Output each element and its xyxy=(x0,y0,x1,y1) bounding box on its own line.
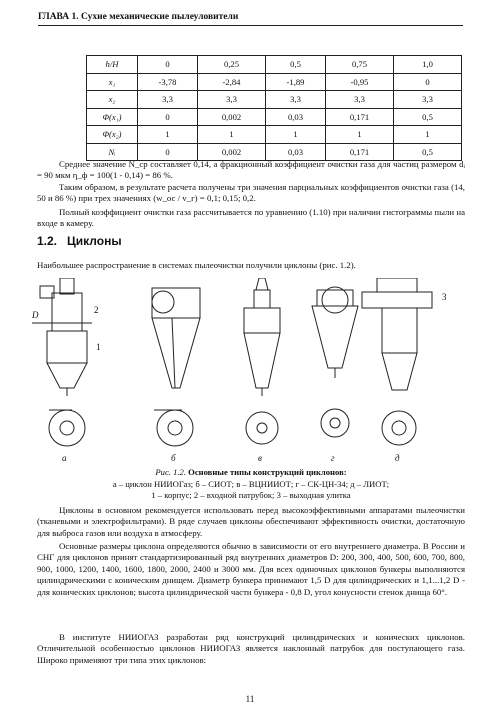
table-cell: 3,3 xyxy=(198,91,266,109)
table-row xyxy=(87,73,462,91)
table-cell: 0,171 xyxy=(326,143,394,161)
part-number: 1 xyxy=(96,342,101,352)
table-cell: 1 xyxy=(394,126,462,144)
table-cell: 1,0 xyxy=(394,56,462,74)
caption-line: 1 – корпус; 2 – входной патрубок; 3 – выходная улитка xyxy=(151,490,351,500)
caption-label: Рис. 1.2. xyxy=(155,467,186,477)
table-cell: 0,5 xyxy=(394,143,462,161)
paragraph: Наибольшее распространение в системах пылеочистки получили циклоны (рис. 1.2). xyxy=(37,260,356,270)
section-title: Циклоны xyxy=(67,234,122,248)
caption-line: а – циклон НИИОГаз; б – СИОТ; в – ВЦНИИОТ; г – СК-ЦН-34; д – ЛИОТ; xyxy=(112,478,390,489)
table-cell: 0,75 xyxy=(326,56,394,74)
cyclone-e-drawing xyxy=(362,278,432,445)
table-cell: 0,002 xyxy=(198,108,266,126)
table-cell: -1,89 xyxy=(266,73,326,91)
table-cell: 3,3 xyxy=(394,91,462,109)
table-cell: 0 xyxy=(394,73,462,91)
figure-sublabel: б xyxy=(171,453,176,463)
figure-sublabel: д xyxy=(395,453,400,463)
caption-title: Основные типы конструкций циклонов: xyxy=(188,467,347,477)
cyclone-b-drawing xyxy=(152,288,200,446)
figure-sublabel: а xyxy=(62,453,67,463)
part-number: 3 xyxy=(442,292,447,302)
table-cell: 0,5 xyxy=(266,56,326,74)
cyclone-a-drawing xyxy=(32,278,92,446)
running-header: ГЛАВА 1. Сухие механические пылеуловители xyxy=(38,12,463,26)
table-cell: -0,95 xyxy=(326,73,394,91)
table-row xyxy=(87,91,462,109)
table-cell: 1 xyxy=(138,126,198,144)
figure-sublabel: г xyxy=(331,453,335,463)
table-cell: 1 xyxy=(198,126,266,144)
table-cell: Nᵢ xyxy=(87,143,138,161)
table-row xyxy=(87,143,462,161)
table-cell: 0,5 xyxy=(394,108,462,126)
figure-sublabel: в xyxy=(258,453,262,463)
table-cell: 1 xyxy=(266,126,326,144)
table-cell: 0,002 xyxy=(198,143,266,161)
table-cell: x₁ xyxy=(87,73,138,91)
cyclone-figure xyxy=(32,278,472,463)
table-cell: 3,3 xyxy=(266,91,326,109)
cyclone-d-drawing xyxy=(312,287,358,437)
figure-label-d: D xyxy=(32,310,39,320)
table-cell: 0 xyxy=(138,56,198,74)
paragraph: Полный коэффициент очистки газа рассчитывается по уравнению (1.10) при наличии гистограммы пыли на входе в камеру. xyxy=(37,207,465,229)
table-cell: -2,84 xyxy=(198,73,266,91)
paragraph: Основные размеры циклона определяются обычно в зависимости от его внутреннего диаметра. В России и СНГ для циклонов принят стандартизированный ряд внутренних диаметров D: 200, 300, 400, 500, 600, 700, 800, 900, 1000, 1200, 1400, 1600, 1800, 2000, 2400 и 3000 мм. Для всех одиночных циклонов бункеры выполняются цилиндрическими с коническим днищем. Диаметр бункера принимают 1,5 D для цилиндрических и 1,1...1,2 D - для конических циклонов; высота цилиндрической части бункера - 0,8 D, угол конусности стенок днища 60°. xyxy=(37,541,465,597)
table-cell: 0 xyxy=(138,108,198,126)
table-cell: -3,78 xyxy=(138,73,198,91)
paragraph: В институте НИИОГАЗ разработан ряд конструкций цилиндрических и конических циклонов. Отличительной особенностью циклонов НИИОГАЗ является наклонный патрубок для поступающего газа. Широко применяют три типа этих циклонов: xyxy=(37,632,465,665)
table-cell: h/H xyxy=(87,56,138,74)
figure-caption xyxy=(37,467,465,502)
probability-table xyxy=(86,55,462,161)
paragraph: Таким образом, в результате расчета получены три значения парциальных коэффициентов очистки газа (14, 50 и 86 %) при трех значениях (w_ос / v_г) = 0,1; 0,15; 0,2. xyxy=(37,182,465,204)
table-cell: 0 xyxy=(138,143,198,161)
section-heading xyxy=(37,234,132,248)
table-cell: x₂ xyxy=(87,91,138,109)
page-number: 11 xyxy=(245,694,255,704)
table-cell: 0,03 xyxy=(266,143,326,161)
table-cell: 1 xyxy=(326,126,394,144)
cyclone-c-drawing xyxy=(244,278,280,444)
section-number: 1.2. xyxy=(37,234,58,248)
table-cell: 3,3 xyxy=(326,91,394,109)
paragraph: Циклоны в основном рекомендуется использовать перед высокоэффективными аппаратами пылеочистки (тканевыми и электрофильтрами). В ряде случаев циклоны обеспечивают эффективность очистки, достаточную для выброса газов или воздуха в атмосферу. xyxy=(37,505,465,538)
table-cell: 0,03 xyxy=(266,108,326,126)
table-cell: 3,3 xyxy=(138,91,198,109)
table-cell: Φ(x₂) xyxy=(87,126,138,144)
table-cell: Φ(x₁) xyxy=(87,108,138,126)
table-row xyxy=(87,126,462,144)
part-number: 2 xyxy=(94,305,99,315)
paragraph: Среднее значение N_ср составляет 0,14, а фракционный коэффициент очистки газа для частиц размером dᵢ = 90 мкм η_ф = 100(1 - 0,14) = 86 %. xyxy=(37,159,465,181)
table-row xyxy=(87,108,462,126)
table-row xyxy=(87,56,462,74)
table-cell: 0,171 xyxy=(326,108,394,126)
table-cell: 0,25 xyxy=(198,56,266,74)
